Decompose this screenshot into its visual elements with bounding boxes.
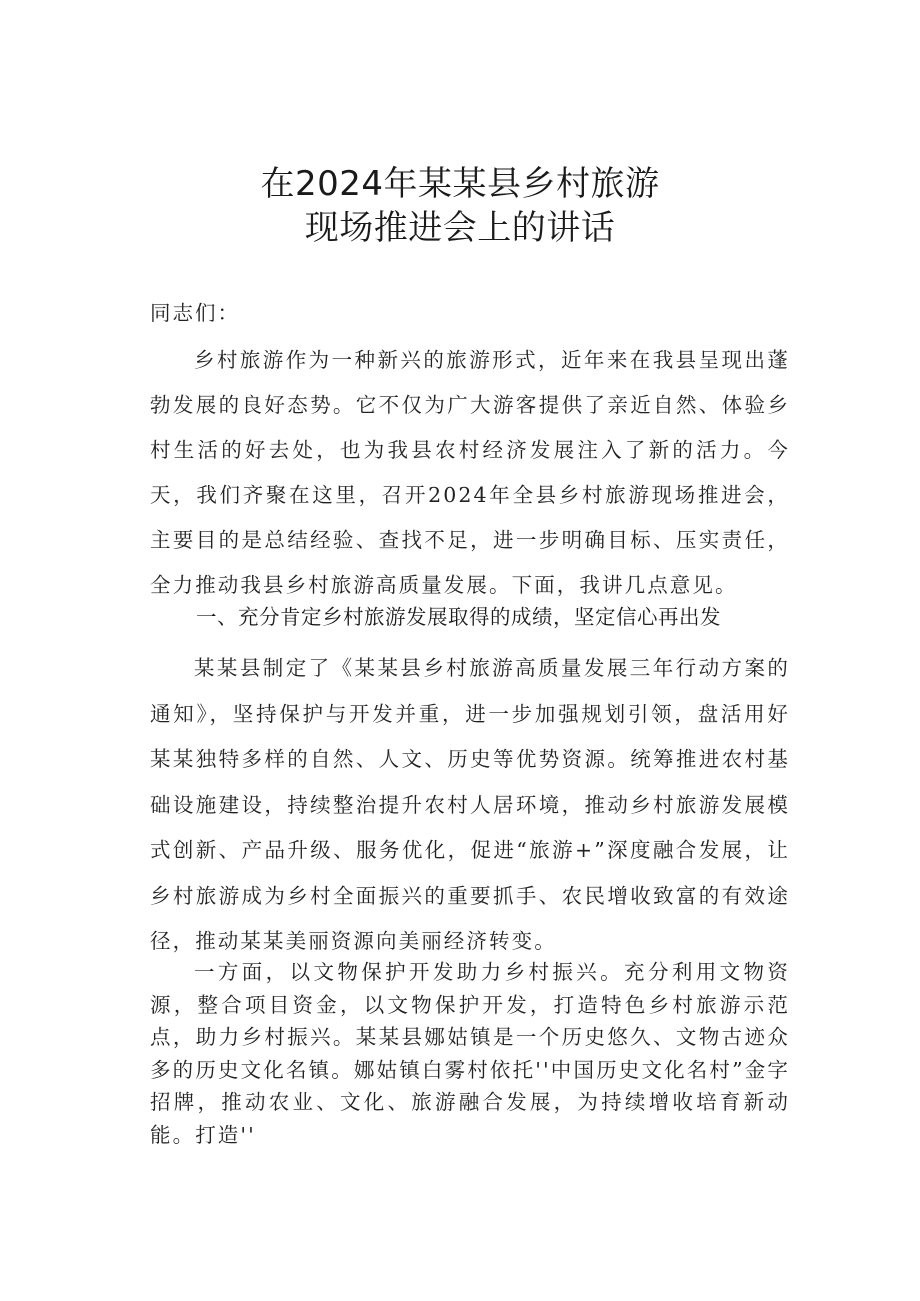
paragraph-cultural-relics: 一方面，以文物保护开发助力乡村振兴。充分利用文物资源，整合项目资金，以文物保护开发，打造特色乡村旅游示范点，助力乡村振兴。某某县娜姑镇是一个历史悠久、文物古迹众多的历史文化名镇。娜姑镇白雾村依托''中国历史文化名村”金字招牌，推动农业、文化、旅游融合发展，为持续增收培育新动能。打造''	[150, 960, 790, 1147]
section-heading-1: 一、充分肯定乡村旅游发展取得的成绩，坚定信心再出发	[196, 605, 721, 629]
document-title-line2: 现场推进会上的讲话	[304, 208, 616, 248]
paragraph-intro: 乡村旅游作为一种新兴的旅游形式，近年来在我县呈现出蓬勃发展的良好态势。它不仅为广大游客提供了亲近自然、体验乡村生活的好去处，也为我县农村经济发展注入了新的活力。今天，我们齐聚在这里，召开2024年全县乡村旅游现场推进会，主要目的是总结经验、查找不足，进一步明确目标、压实责任，全力推动我县乡村旅游高质量发展。下面，我讲几点意见。	[150, 348, 790, 597]
paragraph-achievements: 某某县制定了《某某县乡村旅游高质量发展三年行动方案的通知》，坚持保护与开发并重，进一步加强规划引领，盘活用好某某独特多样的自然、人文、历史等优势资源。统筹推进农村基础设施建设，持续整治提升农村人居环境，推动乡村旅游发展模式创新、产品升级、服务优化，促进“旅游+”深度融合发展，让乡村旅游成为乡村全面振兴的重要抓手、农民增收致富的有效途径，推动某某美丽资源向美丽经济转变。	[150, 656, 790, 953]
greeting: 同志们：	[150, 301, 240, 325]
document-title-line1: 在2024年某某县乡村旅游	[260, 164, 660, 204]
